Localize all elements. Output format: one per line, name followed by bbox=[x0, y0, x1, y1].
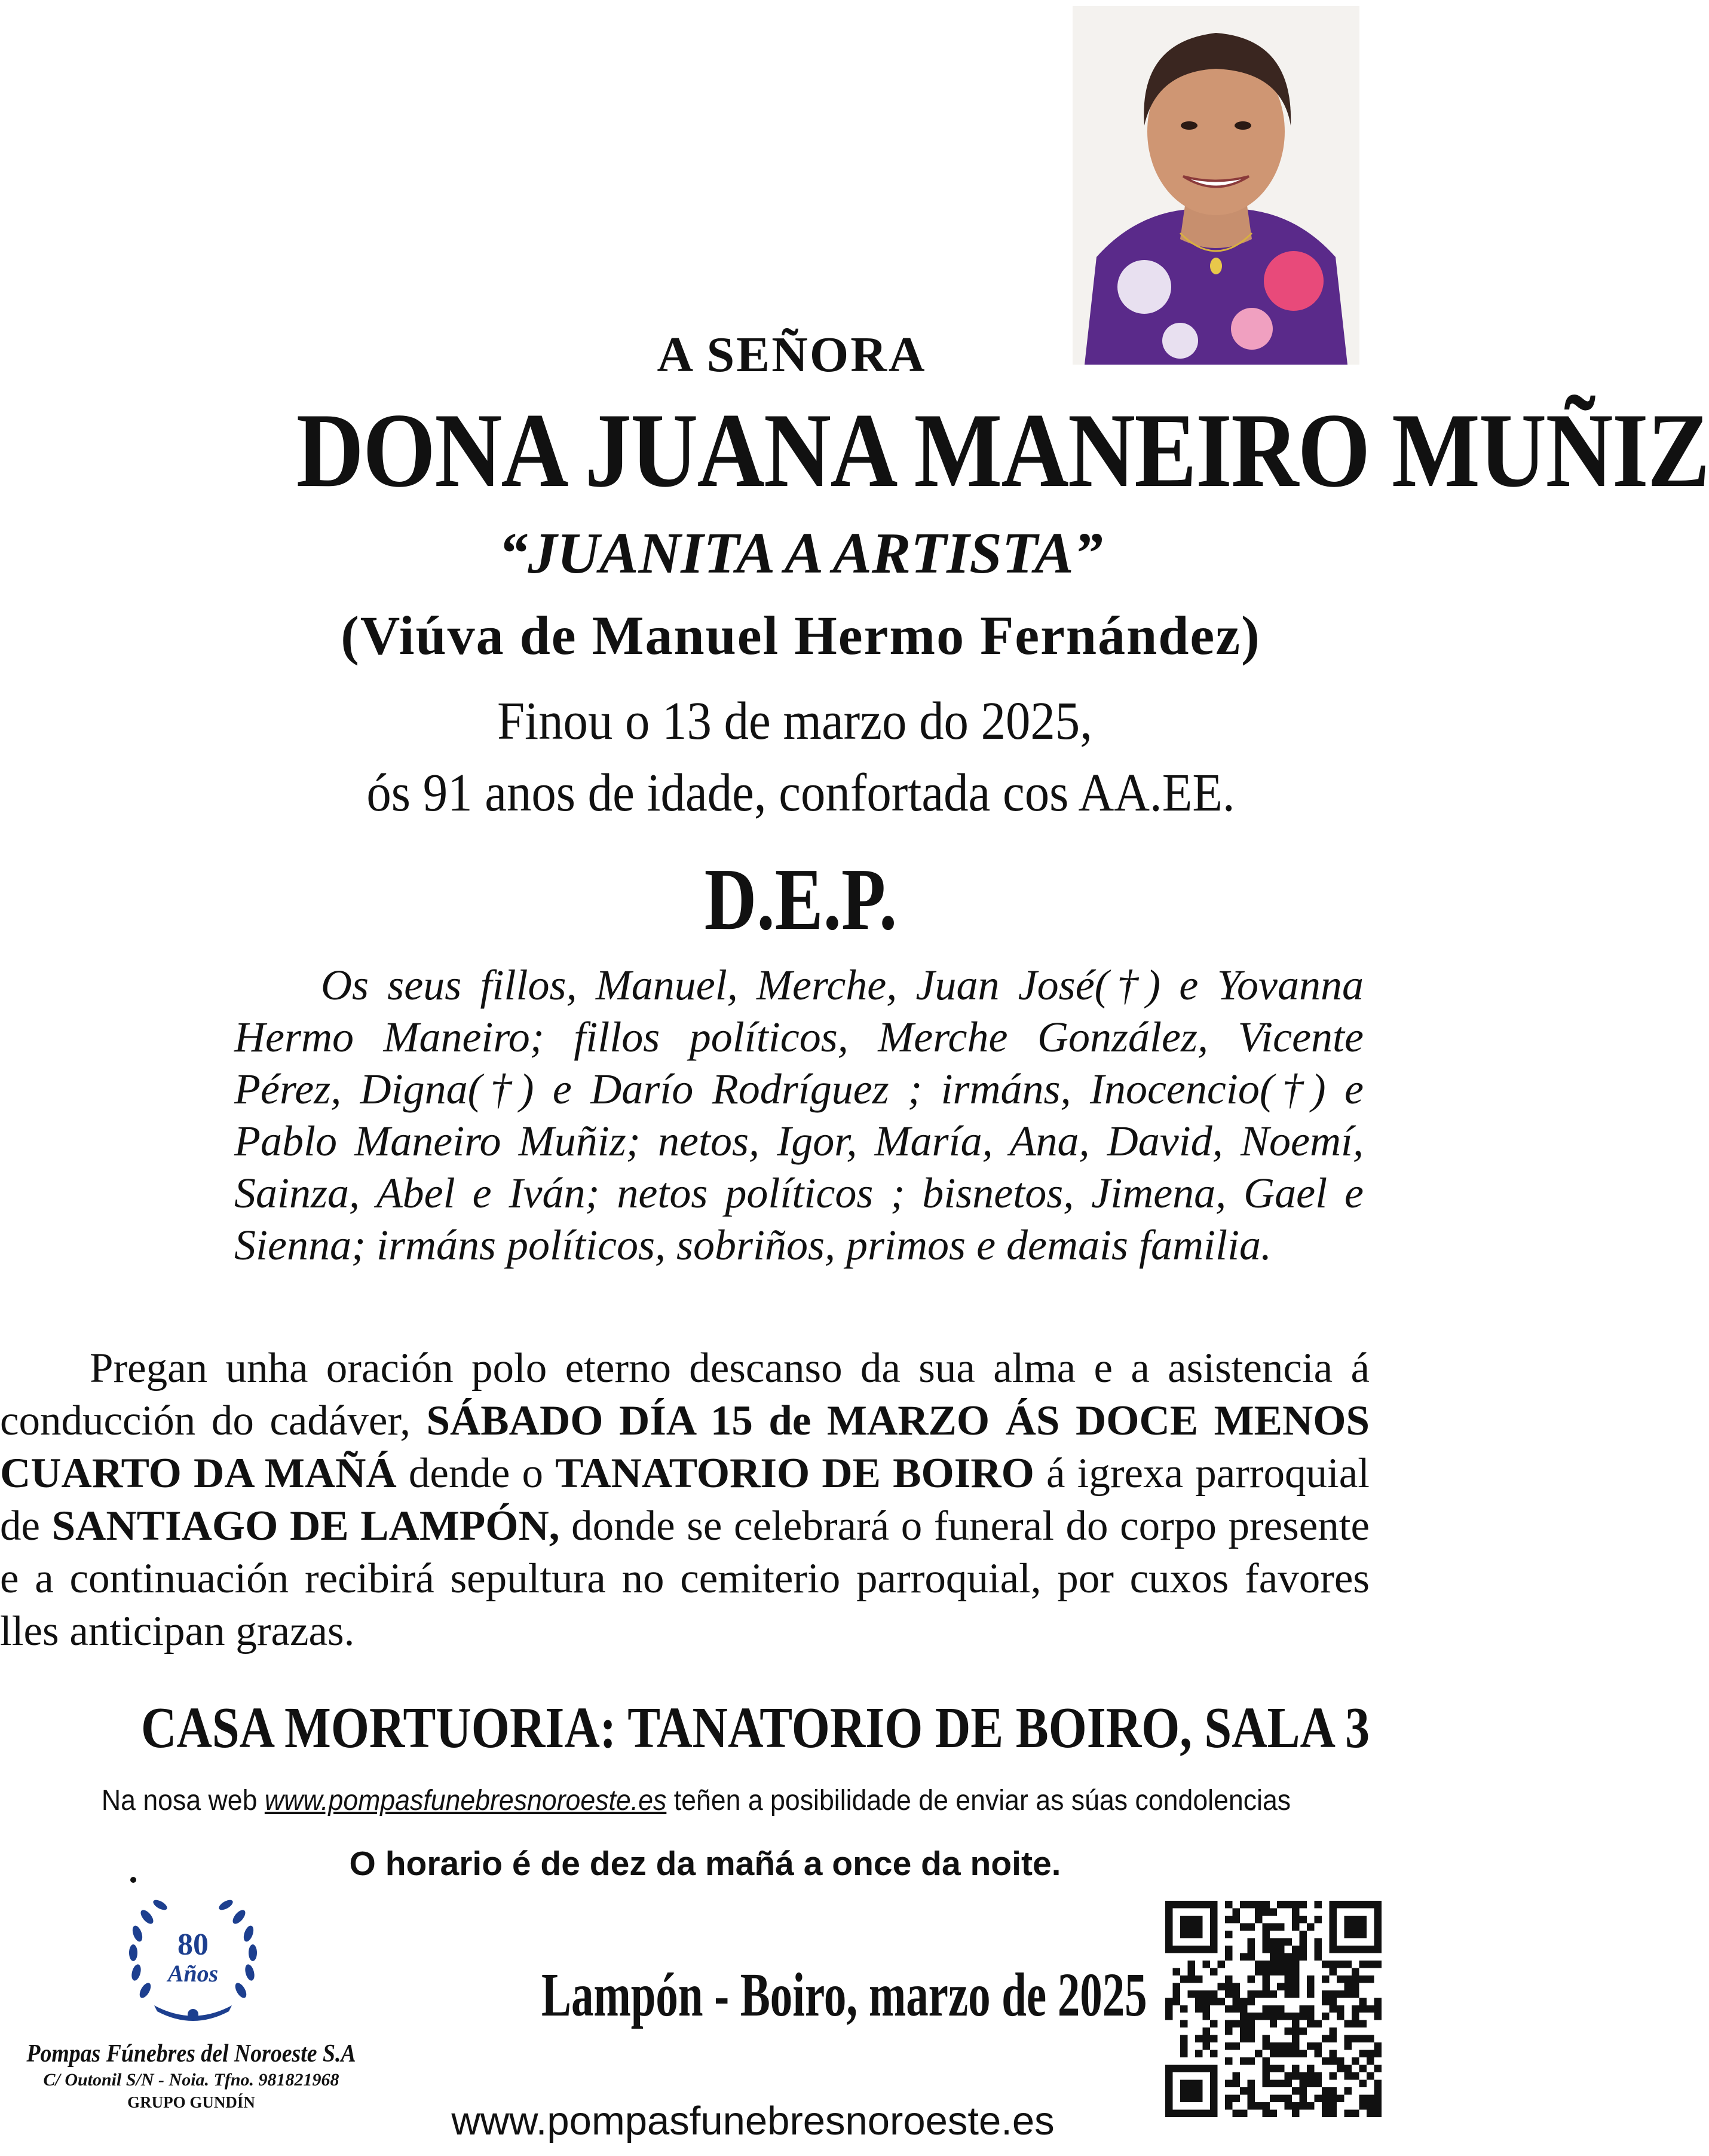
prayer-text: Pregan unha oración polo eterno descanso da sua alma e a asistencia á conducción do cadáver, bbox=[0, 1345, 1370, 1444]
condolences-prefix: Na nosa web bbox=[101, 1785, 265, 1816]
service-origin: TANATORIO DE BOIRO bbox=[555, 1450, 1034, 1497]
company-address: C/ Outonil S/N - Noia. Tfno. 981821968 bbox=[43, 2070, 339, 2090]
place-date: Lampón - Boiro, marzo de 2025 bbox=[541, 1961, 1147, 2029]
company-logo bbox=[118, 1892, 268, 2029]
deceased-portrait bbox=[1073, 6, 1359, 365]
condolences-suffix: teñen a posibilidade de enviar as súas condolencias bbox=[666, 1785, 1291, 1816]
age-line: ós 91 anos de idade, confortada cos AA.EE. bbox=[366, 763, 1235, 822]
footer-url[interactable]: www.pompasfunebresnoroeste.es bbox=[451, 2099, 1055, 2143]
family-paragraph: Os seus fillos, Manuel, Merche, Juan José(†) e Yovanna Hermo Maneiro; fillos políticos, Merche González, Vicente Pérez, Digna(†) e Darío Rodríguez ; irmáns, Inocencio(†) e Pablo Maneiro Muñiz; netos, Igor, María, Ana, David, Noemí, Sainza, Abel e Iván; netos políticos ; bisnetos, Jimena, Gael e Sienna; irmáns políticos, sobriños, primos e demais familia. bbox=[234, 961, 1364, 1269]
honorific: A SEÑORA bbox=[657, 327, 927, 383]
logo-badge-word: Años bbox=[167, 1960, 219, 1987]
qr-code[interactable] bbox=[1165, 1901, 1382, 2117]
prayer-text: á igrexa parroquial de bbox=[0, 1450, 1370, 1549]
mortuary-location: CASA MORTUORIA: TANATORIO DE BOIRO, SALA 3 bbox=[141, 1696, 1370, 1760]
nickname: “JUANITA A ARTISTA” bbox=[498, 521, 1103, 586]
deceased-name: DONA JUANA MANEIRO MUÑIZ bbox=[296, 391, 1709, 509]
visiting-hours: O horario é de dez da mañá a once da noite. bbox=[349, 1845, 1061, 1883]
logo-badge-number: 80 bbox=[177, 1928, 209, 1962]
service-datetime: SÁBADO DÍA 15 de MARZO ÁS DOCE MENOS CUARTO DA MAÑÁ bbox=[0, 1397, 1370, 1497]
service-church: SANTIAGO DE LAMPÓN, bbox=[51, 1503, 560, 1549]
rip-heading: D.E.P. bbox=[704, 851, 898, 949]
prayer-text: donde se celebrará o funeral do corpo presente e a continuación recibirá sepultura no cemiterio parroquial, por cuxos favores lles anticipan grazas. bbox=[0, 1503, 1370, 1655]
widow-line: (Viúva de Manuel Hermo Fernández) bbox=[341, 605, 1261, 666]
prayer-paragraph bbox=[0, 1342, 1370, 1657]
prayer-text: dende o bbox=[396, 1450, 556, 1497]
website-link[interactable]: www.pompasfunebresnoroeste.es bbox=[264, 1785, 667, 1816]
company-group: GRUPO GUNDÍN bbox=[127, 2093, 255, 2111]
death-date-line: Finou o 13 de marzo do 2025, bbox=[497, 692, 1092, 751]
company-name: Pompas Fúnebres del Noroeste S.A bbox=[26, 2040, 356, 2068]
condolences-note bbox=[88, 1784, 1305, 1817]
dot-mark bbox=[130, 1877, 136, 1883]
